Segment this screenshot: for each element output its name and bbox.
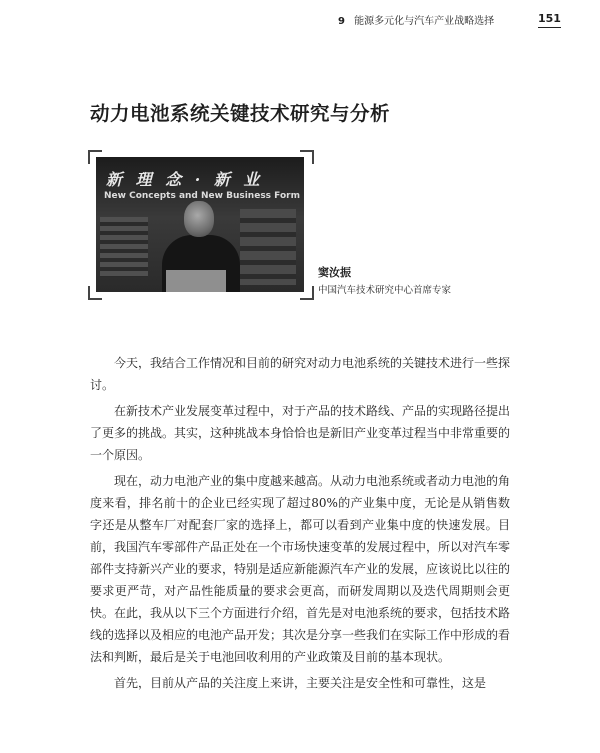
body-paragraph: 首先，目前从产品的关注度上来讲，主要关注是安全性和可靠性，这是 bbox=[114, 676, 487, 690]
article-title: 动力电池系统关键技术研究与分析 bbox=[90, 102, 391, 125]
body-paragraph: 现在，动力电池产业的集中度越来越高。从动力电池系统或者动力电池的角度来看，排名前十的企业已经实现了超过80%的产业集中度，无论是从销售数字还是从整车厂对配套厂家的选择上，都可以看到产业集中度的快速发展。目前，我国汽车零部件产品正处在一个市场快速变革的发展过程中，所以对汽车零部件支持新兴产业的要求，特别是适应新能源汽车产业的发展，应该说比以往的要求更严苛，对产品性能质量的要求会更高，而研发周期以及迭代周期则会更快。在此，我从以下三个方面进行介绍，首先是对电池系统的要求，包括技术路线的选择以及相应的电池产品开发；其次是分享一些我们在实际工作中形成的看法和判断，最后是关于电池回收利用的产业政策及目前的基本现状。 bbox=[90, 474, 511, 664]
body-paragraph: 今天，我结合工作情况和目前的研究对动力电池系统的关键技术进行一些探讨。 bbox=[90, 356, 511, 392]
photo-backdrop-right bbox=[240, 209, 296, 285]
photo-banner-en: New Concepts and New Business Form bbox=[104, 191, 300, 201]
photo-backdrop-left bbox=[100, 217, 148, 277]
speaker-figure-head bbox=[184, 201, 214, 237]
podium bbox=[166, 270, 226, 292]
speaker-photo bbox=[96, 157, 304, 292]
running-header bbox=[338, 14, 538, 30]
page-number: 151 bbox=[538, 11, 561, 28]
chapter-number: 9 bbox=[338, 16, 345, 27]
article-body bbox=[90, 352, 510, 698]
photo-banner-cn: 新 理 念 · 新 业 bbox=[106, 170, 264, 189]
speaker-name: 窦汝振 bbox=[318, 266, 351, 279]
speaker-affiliation: 中国汽车技术研究中心首席专家 bbox=[318, 285, 452, 296]
chapter-title: 能源多元化与汽车产业战略选择 bbox=[354, 16, 495, 27]
body-paragraph: 在新技术产业发展变革过程中，对于产品的技术路线、产品的实现路径提出了更多的挑战。其实，这种挑战本身恰恰也是新旧产业变革过程当中非常重要的一个原因。 bbox=[90, 404, 511, 462]
speaker-photo-frame bbox=[88, 150, 314, 300]
